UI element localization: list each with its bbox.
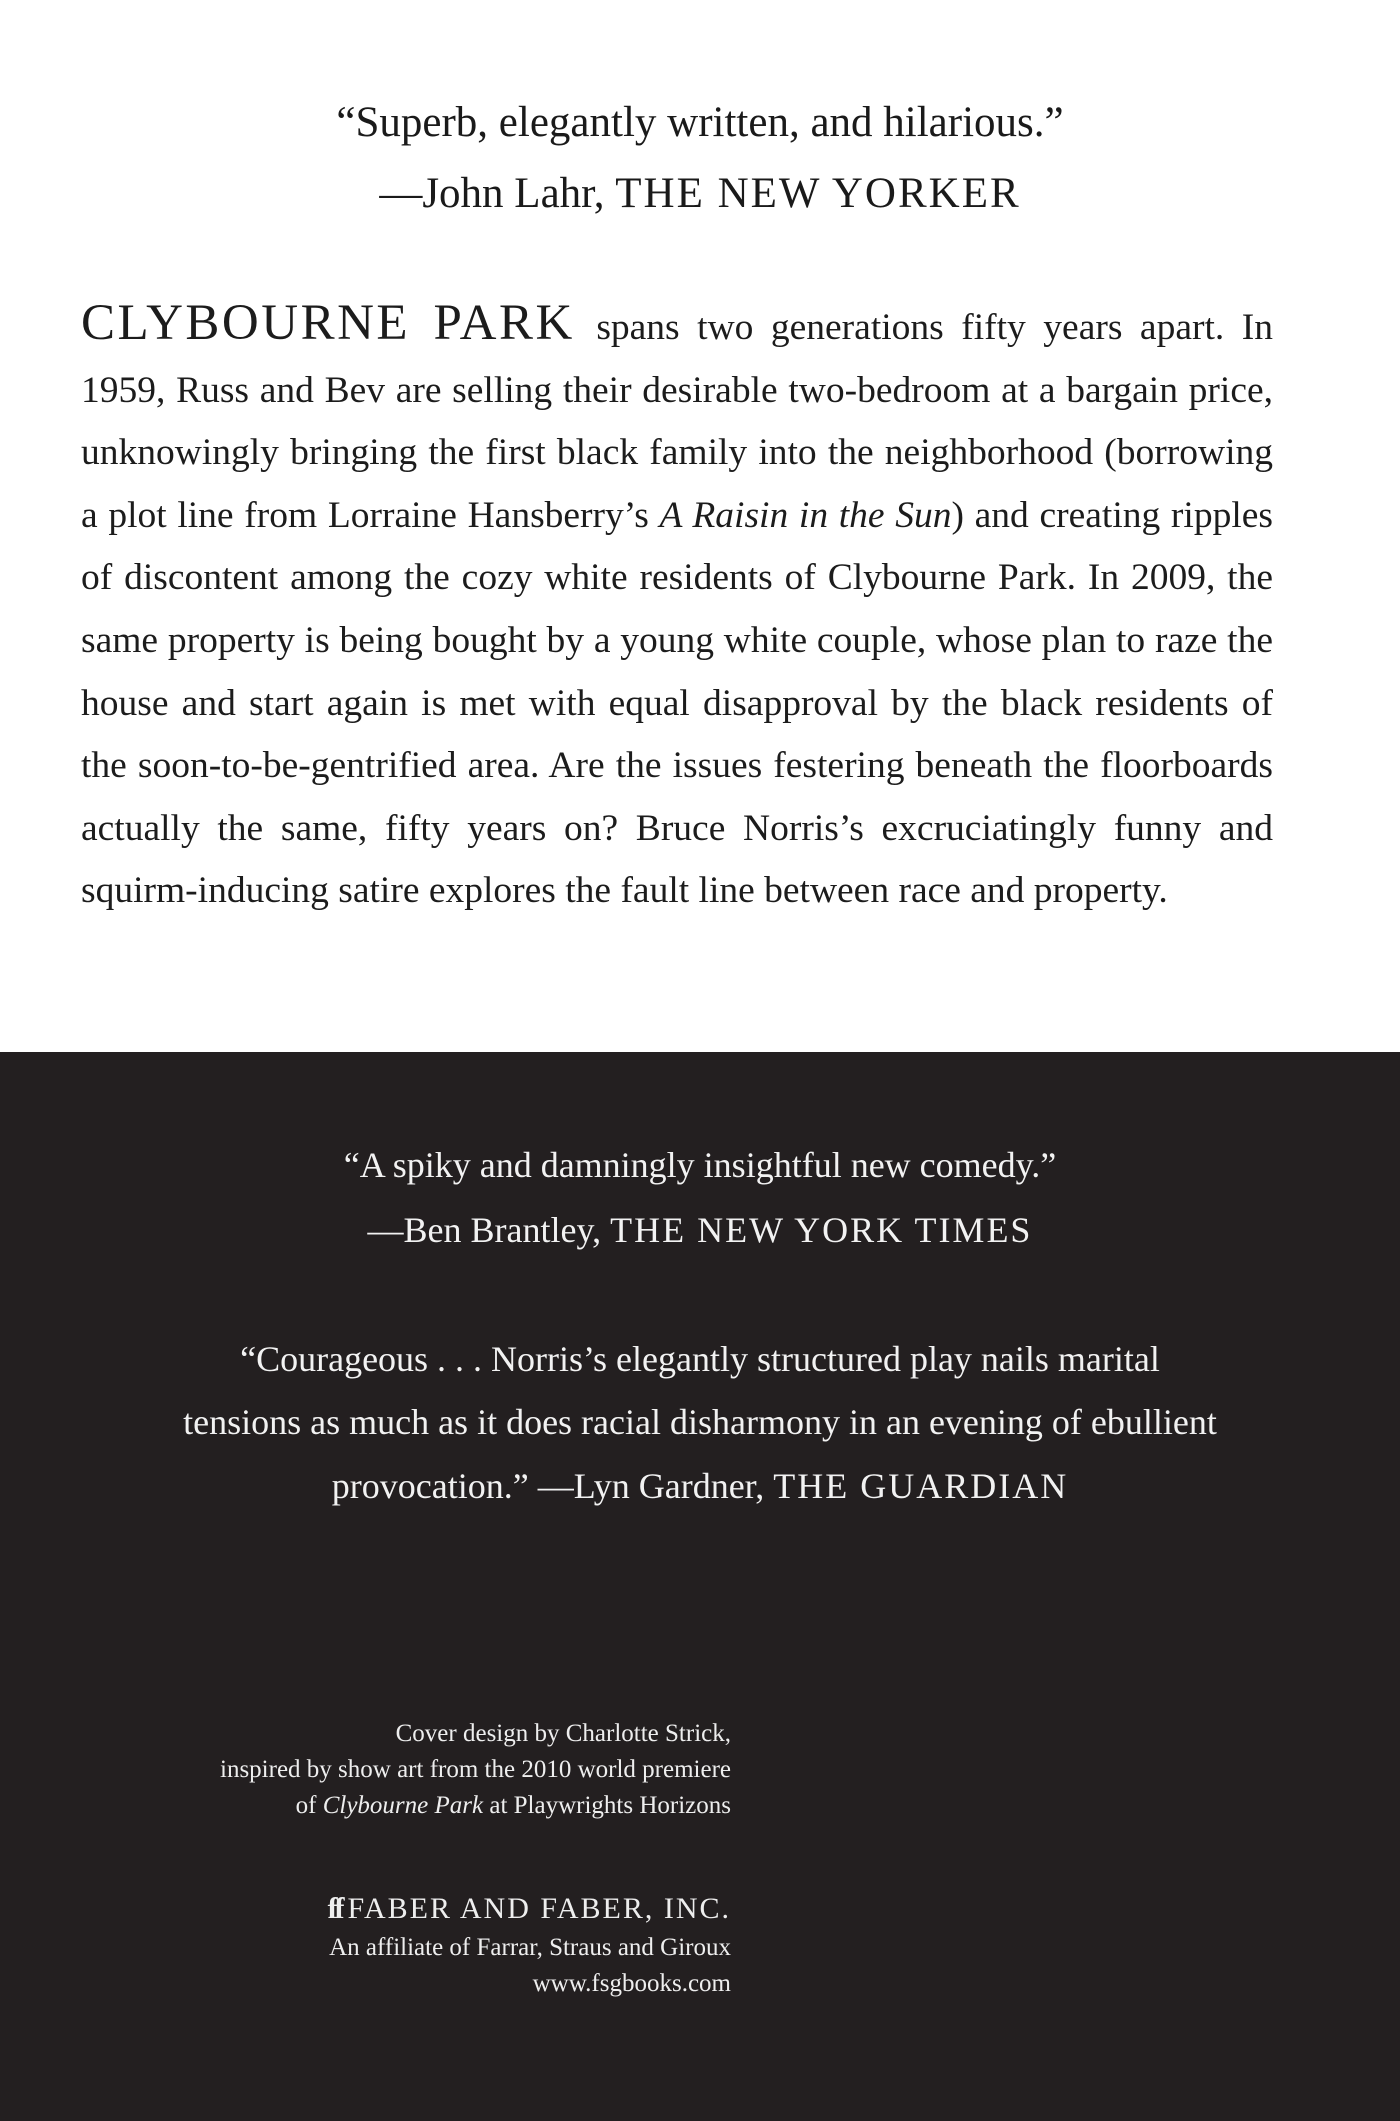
quote3-line3	[0, 1456, 1400, 1516]
credits-line2: inspired by show art from the 2010 world premiere	[220, 1756, 731, 1783]
quote2-text: “A spiky and damningly insightful new comedy.”	[343, 1145, 1057, 1185]
quote2-source: THE NEW YORK TIMES	[610, 1210, 1033, 1250]
quote3-line2: tensions as much as it does racial disharmony in an evening of ebullient	[183, 1402, 1217, 1442]
quote3-source: THE GUARDIAN	[773, 1466, 1069, 1506]
publisher-info	[100, 1888, 731, 2002]
top-quote-attribution	[0, 159, 1400, 229]
credits-line3-prefix: of	[295, 1792, 323, 1819]
credits-line3-suffix: at Playwrights Horizons	[483, 1792, 731, 1819]
quote2-attribution	[0, 1200, 1400, 1260]
top-section	[0, 0, 1400, 1052]
book-blurb	[81, 292, 1273, 923]
top-quote-text: “Superb, elegantly written, and hilarious.”	[336, 99, 1064, 146]
publisher-url: www.fsgbooks.com	[532, 1970, 731, 1997]
blurb-italic-title: A Raisin in the Sun	[659, 494, 952, 536]
credits-line1: Cover design by Charlotte Strick,	[395, 1720, 731, 1747]
top-quote-source: THE NEW YORKER	[615, 170, 1021, 217]
publisher-name: FABER AND FABER, INC.	[347, 1892, 731, 1925]
faber-logo-icon: ff	[327, 1892, 342, 1925]
top-quote-author: —John Lahr,	[379, 170, 605, 217]
publisher-affiliate: An affiliate of Farrar, Straus and Giroux	[329, 1934, 731, 1961]
blurb-title: CLYBOURNE PARK	[81, 295, 575, 351]
blurb-text-part1: spans two generations fifty years apart. In 1959, Russ and Bev are selling their desirable two-bedroom at a bargain price, unknowingly bringing the first black family into the neighborhood (borrowing a plot line from Lorraine Hansberry’s	[81, 307, 1273, 536]
quote3-author: provocation.” —Lyn Gardner,	[331, 1466, 765, 1506]
blurb-text-part2: ) and creating ripples of discontent among the cozy white residents of Clybourne Park. In 2009, the same property is being bought by a young white couple, whose plan to raze the house and start again is met with equal disapproval by the black residents of the soon-to-be-gentrified area. Are the issues festering beneath the floorboards actually the same, fifty years on? Bruce Norris’s excruciatingly funny and squirm-inducing satire explores the fault line between race and property.	[81, 494, 1273, 912]
bottom-section	[0, 1052, 1400, 2121]
publisher-name-line	[100, 1888, 731, 1930]
quote3-line1: “Courageous . . . Norris’s elegantly structured play nails marital	[240, 1339, 1160, 1379]
cover-credits	[100, 1716, 731, 1824]
credits-line3	[100, 1788, 731, 1824]
credits-play-title: Clybourne Park	[322, 1792, 484, 1819]
quote2-author: —Ben Brantley,	[367, 1210, 602, 1250]
